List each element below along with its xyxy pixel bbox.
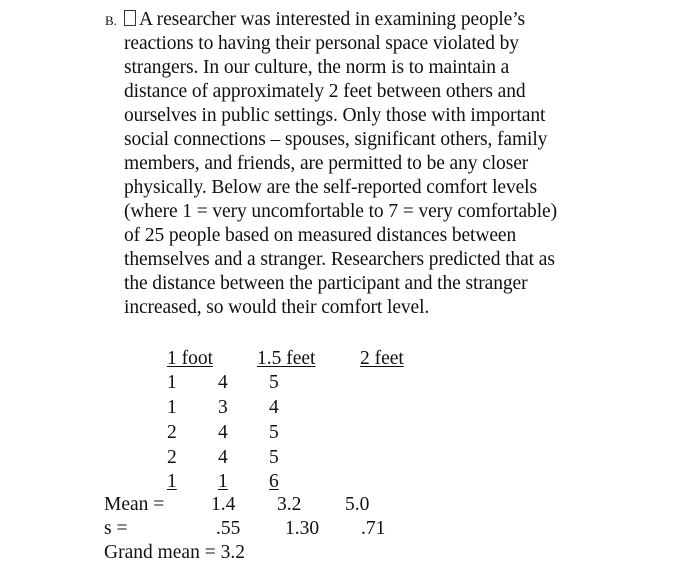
paragraph-line: (where 1 = very uncomfortable to 7 = very comfortable)	[124, 201, 557, 222]
data-cell: 1	[167, 372, 177, 393]
sd-label: s =	[104, 518, 128, 539]
data-cell: 5	[269, 422, 279, 443]
paragraph-line: of 25 people based on measured distances between	[124, 225, 517, 246]
data-cell: 2	[167, 447, 177, 468]
paragraph-line: ourselves in public settings. Only those with important	[124, 105, 546, 126]
data-cell: 1	[218, 471, 228, 492]
column-header-1-foot: 1 foot	[167, 348, 214, 369]
data-cell: 5	[269, 372, 279, 393]
data-cell: 4	[218, 422, 228, 443]
sd-value: .71	[361, 518, 386, 539]
grand-mean: Grand mean = 3.2	[104, 542, 245, 563]
column-header-1-5-feet: 1.5 feet	[257, 348, 316, 369]
data-cell: 4	[218, 372, 228, 393]
data-cell: 3	[218, 397, 228, 418]
mean-value: 1.4	[211, 494, 236, 515]
paragraph-line: A researcher was interested in examining people’s	[139, 9, 526, 30]
mean-value: 3.2	[277, 494, 302, 515]
data-cell: 6	[269, 471, 279, 492]
paragraph-line: social connections – spouses, significant others, family	[124, 129, 548, 150]
data-cell: 1	[167, 397, 177, 418]
paragraph-line: strangers. In our culture, the norm is to maintain a	[124, 57, 510, 78]
paragraph-line: reactions to having their personal space violated by	[124, 33, 519, 54]
sd-value: .55	[216, 518, 241, 539]
problem-marker: B.	[105, 13, 117, 28]
column-header-2-feet: 2 feet	[360, 348, 404, 369]
data-cell: 4	[218, 447, 228, 468]
paragraph-line: physically. Below are the self-reported comfort levels	[124, 177, 537, 198]
paragraph-line: distance of approximately 2 feet between others and	[124, 81, 526, 102]
paragraph-line: members, and friends, are permitted to be any closer	[124, 153, 529, 174]
data-cell: 4	[269, 397, 279, 418]
data-cell: 2	[167, 422, 177, 443]
paragraph-line: themselves and a stranger. Researchers predicted that as	[124, 249, 555, 270]
paragraph-line: the distance between the participant and the stranger	[124, 273, 528, 294]
mean-label: Mean =	[104, 494, 165, 515]
missing-glyph-box	[124, 10, 139, 30]
paragraph-line: increased, so would their comfort level.	[124, 297, 430, 318]
data-cell: 1	[167, 471, 177, 492]
mean-value: 5.0	[345, 494, 370, 515]
data-cell: 5	[269, 447, 279, 468]
sd-value: 1.30	[285, 518, 320, 539]
